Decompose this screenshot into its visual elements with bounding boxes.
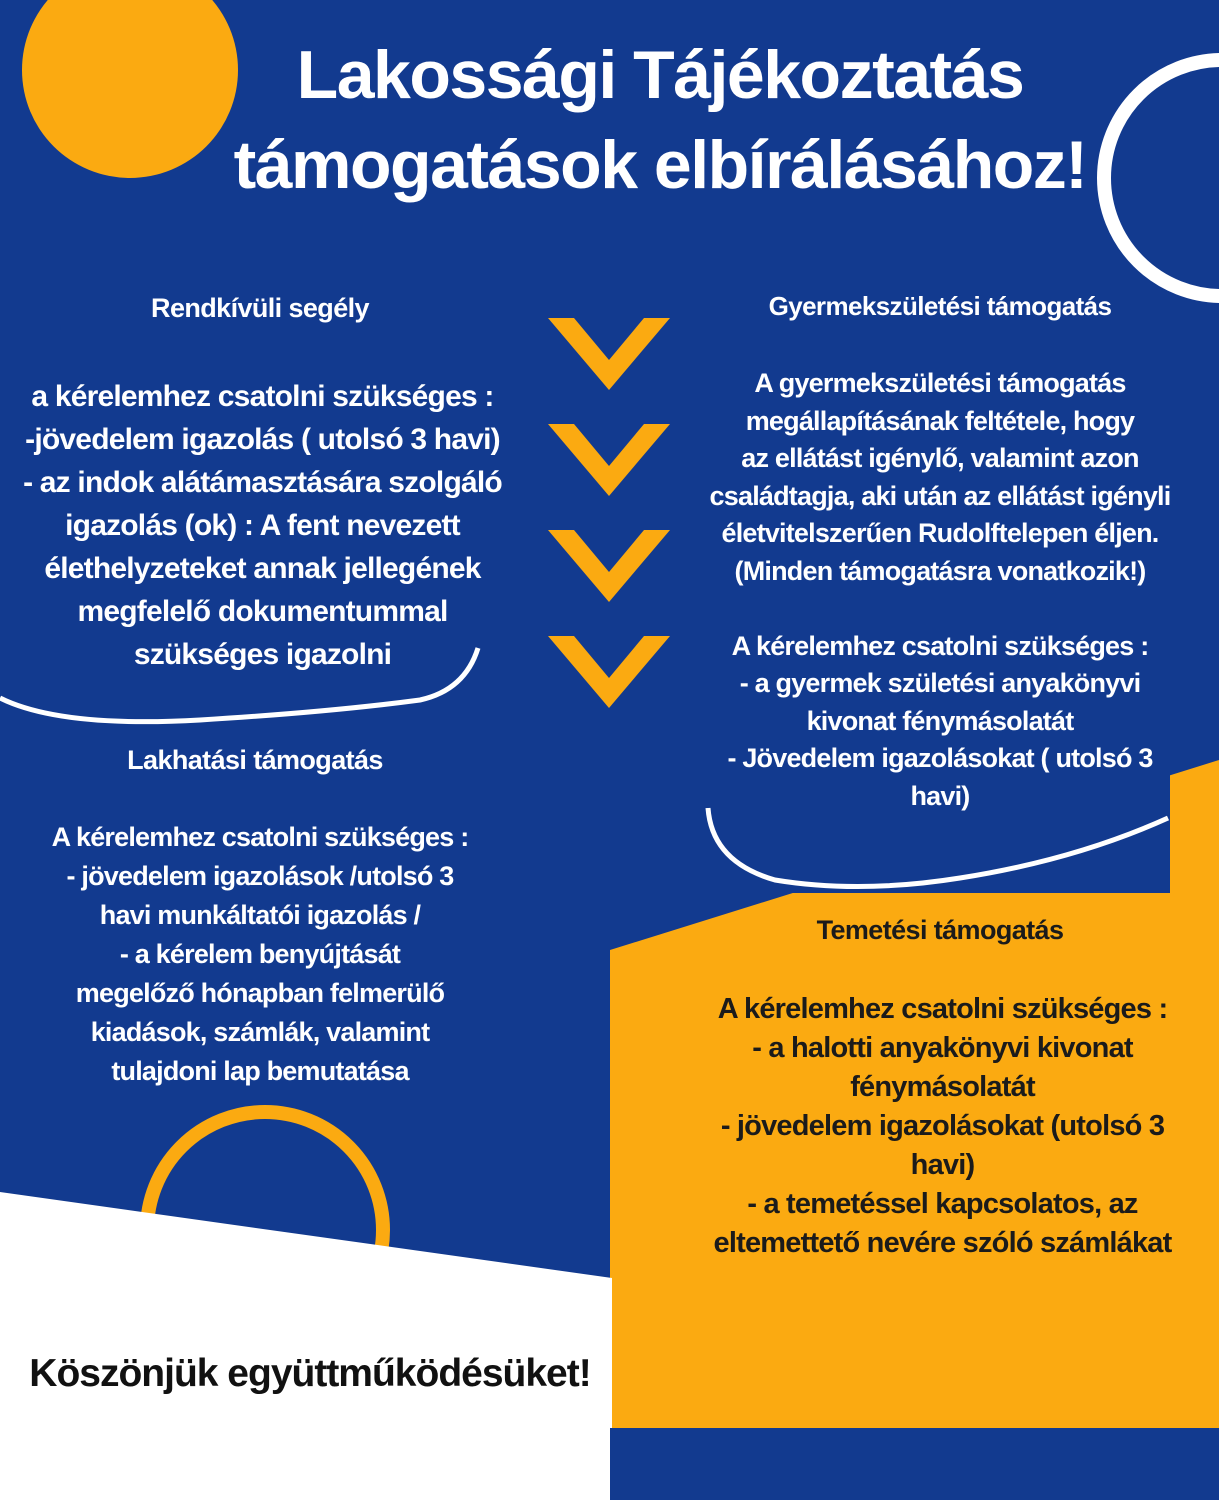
gyermek-body: [695, 365, 1185, 815]
gyermek-line: megállapításának feltétele, hogy: [745, 405, 1135, 436]
lakhatasi-line: havi munkáltatói igazolás /: [99, 900, 421, 930]
lakhatasi-heading: Lakhatási támogatás: [127, 745, 383, 775]
lakhatasi-line: A kérelemhez csatolni szükséges :: [51, 822, 469, 852]
title-line-2: támogatások elbírálásához!: [233, 127, 1087, 203]
chevron-down-icon: [548, 636, 670, 708]
page-title: [180, 30, 1140, 210]
gyermek-heading: Gyermekszületési támogatás: [768, 291, 1112, 321]
gyermek-line: - a gyermek születési anyakönyvi: [739, 668, 1141, 698]
gyermek-line: A gyermekszületési támogatás: [754, 368, 1126, 398]
lakhatasi-line: - jövedelem igazolások /utolsó 3: [66, 861, 454, 891]
lakhatasi-line: megelőző hónapban felmerülő: [75, 978, 445, 1008]
temetesi-line: A kérelemhez csatolni szükséges :: [717, 993, 1168, 1025]
title-line-1: Lakossági Tájékoztatás: [296, 37, 1024, 113]
gyermek-line: családtagja, aki után az ellátást igényli: [709, 480, 1171, 511]
temetesi-line: fénymásolatát: [850, 1071, 1035, 1103]
gyermek-line-spacer: [695, 590, 1185, 628]
gyermek-line: (Minden támogatásra vonatkozik!): [734, 555, 1146, 586]
rendkivuli-line: a kérelemhez csatolni szükséges :: [31, 380, 494, 413]
temetesi-line: - a temetéssel kapcsolatos, az: [747, 1188, 1138, 1220]
temetesi-line: - jövedelem igazolásokat (utolsó 3: [720, 1110, 1165, 1142]
gyermek-line: kivonat fénymásolatát: [806, 705, 1074, 736]
gyermek-line: havi): [910, 780, 970, 811]
chevron-down-icon: [548, 318, 670, 390]
lakhatasi-line: - a kérelem benyújtását: [119, 939, 401, 969]
temetesi-line: eltemettető nevére szóló számlákat: [713, 1227, 1172, 1259]
gyermek-line: A kérelemhez csatolni szükséges :: [731, 630, 1149, 661]
lakhatasi-body: [10, 818, 510, 1091]
rendkivuli-line: - az indok alátámasztására szolgáló: [23, 466, 502, 499]
rendkivuli-line: szükséges igazolni: [133, 638, 392, 671]
temetesi-line: havi): [910, 1149, 975, 1181]
rendkivuli-line: élethelyzeteket annak jellegének: [44, 552, 481, 585]
gyermek-line: - Jövedelem igazolásokat ( utolsó 3: [727, 743, 1153, 773]
gyermek-line: az ellátást igénylő, valamint azon: [741, 443, 1139, 473]
rendkivuli-body: [10, 375, 515, 676]
temetesi-heading: Temetési támogatás: [816, 915, 1064, 945]
rendkivuli-line: igazolás (ok) : A fent nevezett: [65, 509, 460, 542]
chevron-down-icon: [548, 530, 670, 602]
temetesi-body: [690, 990, 1195, 1263]
chevron-down-icon: [548, 424, 670, 496]
gyermek-line: életvitelszerűen Rudolftelepen éljen.: [721, 518, 1159, 548]
thanks-text: Köszönjük együttműködésüket!: [29, 1352, 591, 1395]
rendkivuli-heading: Rendkívüli segély: [151, 293, 369, 323]
rendkivuli-line: megfelelő dokumentummal: [77, 595, 448, 628]
rendkivuli-line: -jövedelem igazolás ( utolsó 3 havi): [25, 423, 500, 456]
lakhatasi-line: kiadások, számlák, valamint: [90, 1017, 430, 1047]
lakhatasi-line: tulajdoni lap bemutatása: [111, 1056, 409, 1086]
temetesi-line: - a halotti anyakönyvi kivonat: [752, 1032, 1133, 1064]
